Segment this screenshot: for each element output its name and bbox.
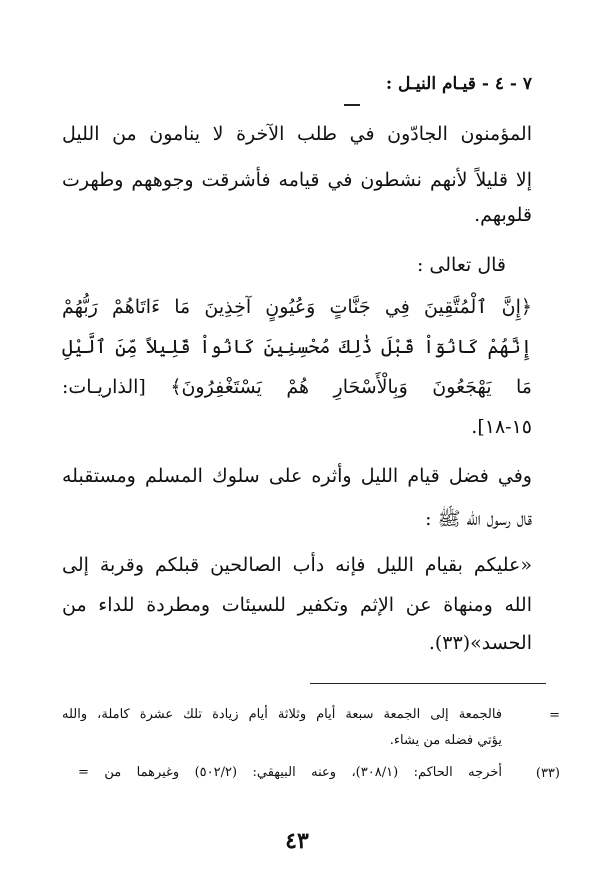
quran-line-3: مَا يَهْجَعُونَ وَبِالْأَسْحَارِ هُمْ يَسْتَغْفِرُونَ﴾ [الذاريـات: — [62, 376, 532, 398]
body-line-5: وفي فضل قيام الليل وأثره على سلوك المسلم ومستقبله — [62, 465, 532, 487]
quran-line-2: إِنَّهُمْ كَانُوٓاْ قَبْلَ ذَٰلِكَ مُحْسِنِينَ كَانُواْ قَلِيلاً مِّنَ ٱلَّيْلِ — [62, 336, 532, 358]
quran-line-1: ﴿إِنَّ ٱلْمُتَّقِينَ فِي جَنَّاتٍ وَعُيُونٍ آخِذِينَ مَا ءَاتَاهُمْ رَبُّهُمْ — [62, 296, 532, 318]
heading-underline — [344, 104, 360, 106]
hadith-line-1: «عليكم بقيام الليل فإنه دأب الصالحين قبلكم وقربة إلى — [62, 554, 532, 576]
page-number: ٤٣ — [285, 828, 309, 854]
footnote-cont-line-2: يؤتي فضله من يشاء. — [389, 733, 502, 748]
section-heading: ٧ - ٤ - قيـام النيـل : — [385, 74, 532, 94]
footnote-number: (٣٣) — [535, 766, 560, 781]
body-line-1: المؤمنون الجادّون في طلب الآخرة لا ينامون من الليل — [62, 123, 532, 145]
body-line-4: قال تعالى : — [416, 254, 506, 276]
body-line-3: قلوبهم. — [474, 204, 532, 226]
footnote-continuation-marker: = — [549, 708, 560, 723]
footnote-cont-line-1: فالجمعة إلى الجمعة سبعة أيام وثلاثة أيام زيادة تلك عشرة كاملة، والله — [62, 707, 502, 722]
body-line-2: إلا قليلاً لأنهم نشطون في قيامه فأشرقت وجوههم وطهرت — [62, 169, 532, 191]
footnote-text: أخرجه الحاكم: (٣٠٨/١)، وعنه البيهقي: (٥٠٢/٢) وغيرهما من = — [78, 765, 503, 780]
hadith-line-2: الله ومنهاة عن الإثم وتكفير للسيئات ومطردة للداء من — [62, 594, 532, 616]
footnote-divider — [310, 683, 546, 684]
body-line-6: قال رسول الله ﷺ : — [425, 508, 532, 530]
quran-reference-end: ١٥-١٨]. — [471, 416, 532, 438]
hadith-line-3: الحسد»(٣٣). — [428, 632, 532, 654]
